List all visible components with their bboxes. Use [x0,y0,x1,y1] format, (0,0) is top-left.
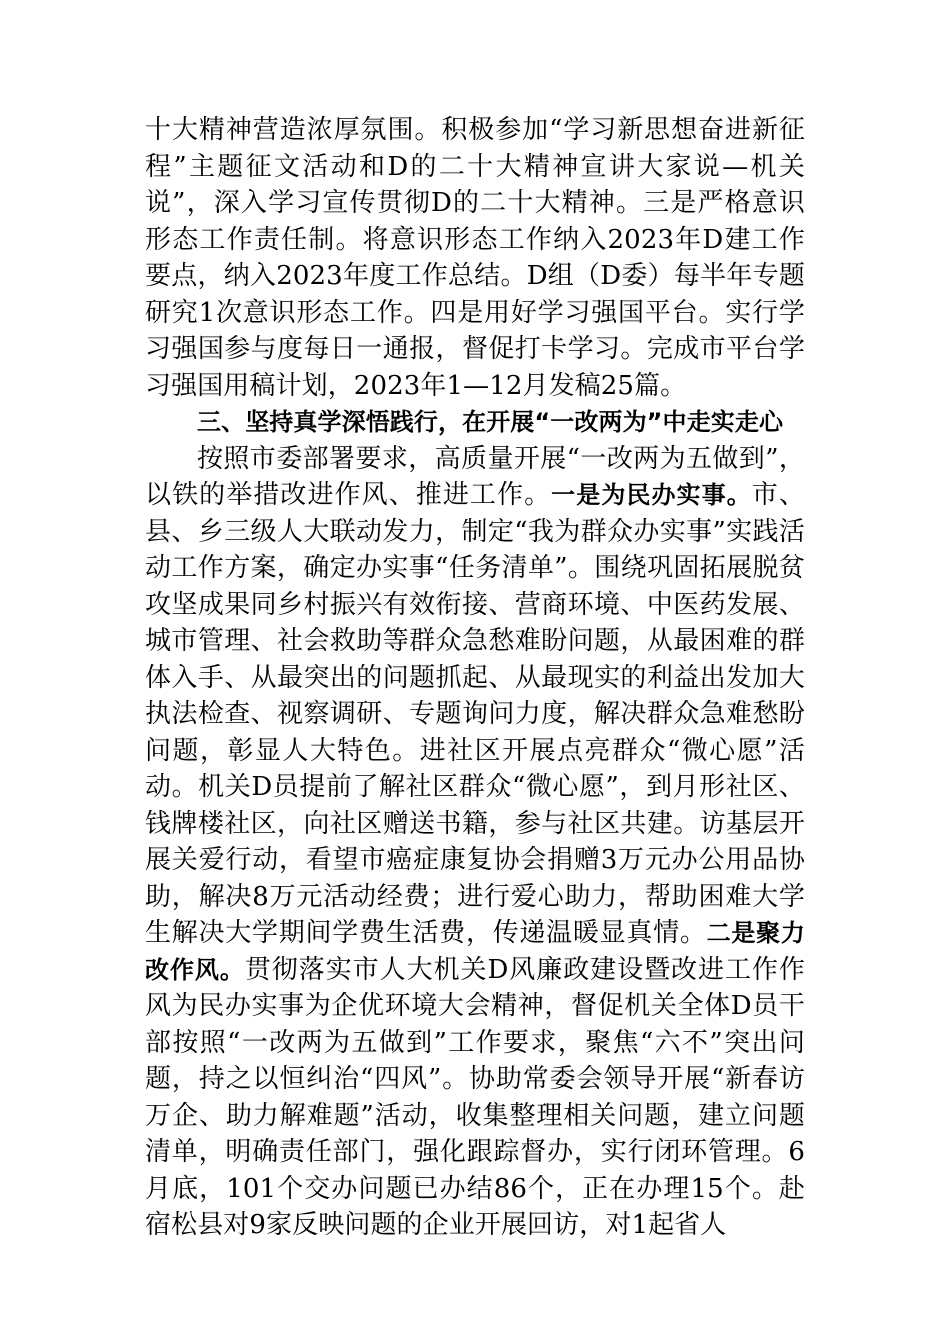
body-paragraph [145,441,805,1244]
bold-point-2: 二是聚力改作风。 [145,919,805,984]
body-text-2: 贯彻落实市人大机关D风廉政建设暨改进工作作风为民办实事为企优环境大会精神，督促机关全体D员干部按照“一改两为五做到”工作要求，聚焦“六不”突出问题，持之以恒纠治“四风”。协助常委会领导开展“新春访万企、助力解难题”活动，收集整理相关问题，建立问题清单，明确责任部门，强化跟踪督办，实行闭环管理。6月底，101个交办问题已办结86个，正在办理15个。赴宿松县对9家反映问题的企业开展回访，对1起省人 [145,954,805,1240]
document-page [145,112,805,1244]
bold-point-1: 一是为民办实事。 [551,481,752,509]
body-text-1: 市、县、乡三级人大联动发力，制定“我为群众办实事”实践活动工作方案，确定办实事“任务清单”。围绕巩固拓展脱贫攻坚成果同乡村振兴有效衔接、营商环境、中医药发展、城市管理、社会救助等群众急愁难盼问题，从最困难的群体入手、从最突出的问题抓起、从最现实的利益出发加大执法检查、视察调研、专题询问力度，解决群众急难愁盼问题，彰显人大特色。进社区开展点亮群众“微心愿”活动。机关D员提前了解社区群众“微心愿”，到月形社区、钱牌楼社区，向社区赠送书籍，参与社区共建。访基层开展关爱行动，看望市癌症康复协会捐赠3万元办公用品协助，解决8万元活动经费；进行爱心助力，帮助困难大学生解决大学期间学费生活费，传递温暖显真情。 [145,480,805,948]
section-heading: 三、坚持真学深悟践行，在开展“一改两为”中走实走心 [197,408,784,436]
continued-paragraph: 十大精神营造浓厚氛围。积极参加“学习新思想奋进新征程”主题征文活动和D的二十大精神宣讲大家说—机关说”，深入学习宣传贯彻D的二十大精神。三是严格意识形态工作责任制。将意识形态工作纳入2023年D建工作要点，纳入2023年度工作总结。D组（D委）每半年专题研究1次意识形态工作。四是用好学习强国平台。实行学习强国参与度每日一通报，督促打卡学习。完成市平台学习强国用稿计划，2023年1—12月发稿25篇。 [145,115,805,401]
body-intro: 按照市委部署要求，高质量开展“一改两为五做到”，以铁的举措改进作风、推进工作。 [145,443,805,510]
